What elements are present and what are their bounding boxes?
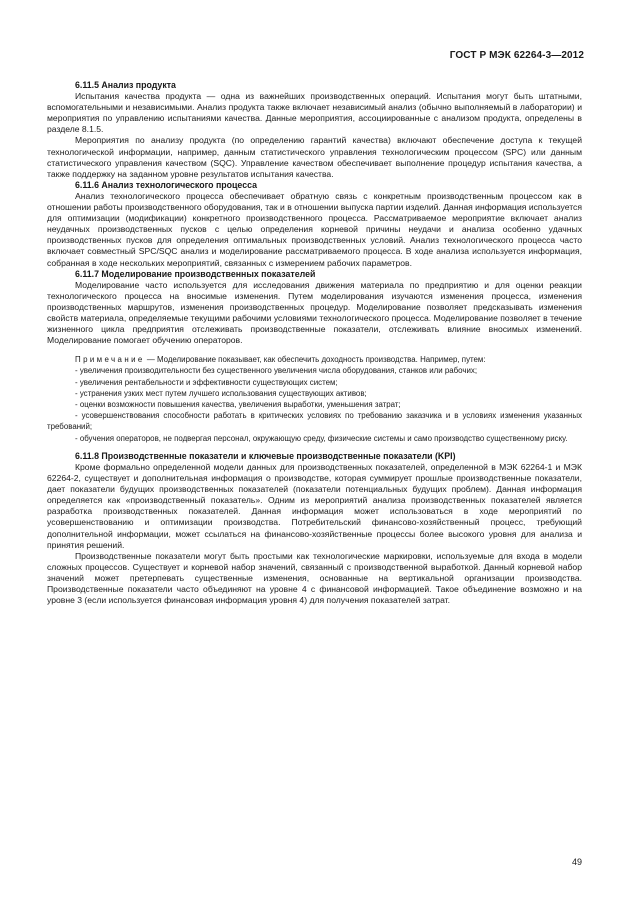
section-heading-6-11-7: 6.11.7 Моделирование производственных показателей xyxy=(75,268,316,279)
paragraph: Производственные показатели могут быть простыми как технологические маркировки, используемые для входа в модели сложных процессов. Существует и корневой набор значений, связанный с производственной выработкой. Данный корневой набор значений может претерпевать существенные изменения, основанные на вертикальной организации производства. Производственные показатели часто объединяют на уровне 4 с финансовой информацией. Такое объединение возможно и на уровне 3 (если используется финансовая информация уровня 4) для получения показателей затрат. xyxy=(47,550,582,606)
document-header: ГОСТ Р МЭК 62264-3—2012 xyxy=(449,50,584,61)
page-number: 49 xyxy=(571,857,582,867)
paragraph: Испытания качества продукта — одна из важнейших производственных операций. Испытания могут быть штатными, вспомогательными и независимыми. Анализ продукта также включает независимый анализ (обычно выполняемый в лаборатории) и мероприятия по управлению испытаниями качества. Данные мероприятия, ассоциированные с анализом продукта, определены в разделе 8.1.5. xyxy=(47,91,582,135)
note-list-item: - увеличения производительности без существенного увеличения числа оборудования, станков или рабочих; xyxy=(75,366,478,376)
note-list-item: - оценки возможности повышения качества, увеличения выработки, уменьшения затрат; xyxy=(75,400,401,410)
note-list xyxy=(47,365,582,443)
section-heading-6-11-5: 6.11.5 Анализ продукта xyxy=(75,80,176,90)
note-list-item: - обучения операторов, не подвергая персонал, окружающую среду, физические системы и само производство существенному риску. xyxy=(75,433,568,443)
paragraph: Анализ технологического процесса обеспечивает обратную связь с конкретным производственным процессом как в отношении работы производственного оборудования, так и в отношении выпуска партии изделий. Данная информация используется для оптимизации (модификации) конкретного производственного процесса. Рассматриваемое мероприятие включает анализ неудачных производственных пусков с целью определения корневой причины неудачи и анализа особенно удачных производственных пусков для определения оптимальных производственных условий. Анализ технологического процесса часто включает совместный SPC/SQC анализ и моделирование рассматриваемого процесса. В ходе анализа используется информация, собранная в ходе нескольких мероприятий, связанных с измерением рабочих параметров. xyxy=(47,190,582,268)
note-list-item: - устранения узких мест путем лучшего использования существующих активов; xyxy=(75,388,367,398)
paragraph: Кроме формально определенной модели данных для производственных показателей, определенной в МЭК 62264-1 и МЭК 62264-2, существует и дополнительная информация о производстве, которая суммирует прошлые производственные показатели, дает показатели будущих производственных показателей (показатели потенциальных будущих проблем). Данная информация определяется как «производственный показатель». Одним из мероприятий анализа производственных показателей является разработка производственных показателей. Данная информация может использоваться в ходе мероприятий по усовершенствованию и оптимизации производства. Потребительский финансово-хозяйственный процесс, требующий дополнительной информации, может ссылаться на финансово-хозяйственные процессы более высокого уровня для анализа и принятия решений. xyxy=(47,461,582,550)
section-heading-6-11-8: 6.11.8 Производственные показатели и ключевые производственные показатели (KPI) xyxy=(75,450,456,461)
page-content xyxy=(47,80,582,606)
note-intro xyxy=(47,354,582,365)
paragraph: Моделирование часто используется для исследования движения материала по предприятию и для оценки реакции технологического процесса на вносимые изменения. Путем моделирования изучаются изменения процесса, изменения производственных маршрутов, изменения производственных процедур. Моделирование позволяет предсказывать изменения свойств материала, определяемые текущими рабочими условиями технологического процесса. Моделирование позволяет в течение жизненного цикла предприятия отслеживать производственные показатели, отслеживать влияние вносимых изменений. Моделирование помогает обучению операторов. xyxy=(47,279,582,346)
note-list-item: - усовершенствования способности работать в критических условиях по требованию заказчика и в условиях изменения указанных требований; xyxy=(47,411,582,432)
note-block xyxy=(47,354,582,444)
section-heading-6-11-6: 6.11.6 Анализ технологического процесса xyxy=(75,179,257,190)
note-label: Примечание xyxy=(75,355,145,365)
note-text: — Моделирование показывает, как обеспечить доходность производства. Например, путем: xyxy=(144,355,486,365)
note-list-item: - увеличения рентабельности и эффективности существующих систем; xyxy=(75,377,338,387)
paragraph: Мероприятия по анализу продукта (по определению гарантий качества) включают обеспечение доступа к текущей технологической информации, например, данным статистического управления технологическим процессом (SPC) или данным статистического управления качеством (SQC). Управление качеством обеспечивает выполнение процедур испытания качества, а также поддержку на заданном уровне результатов испытания качества. xyxy=(47,135,582,179)
